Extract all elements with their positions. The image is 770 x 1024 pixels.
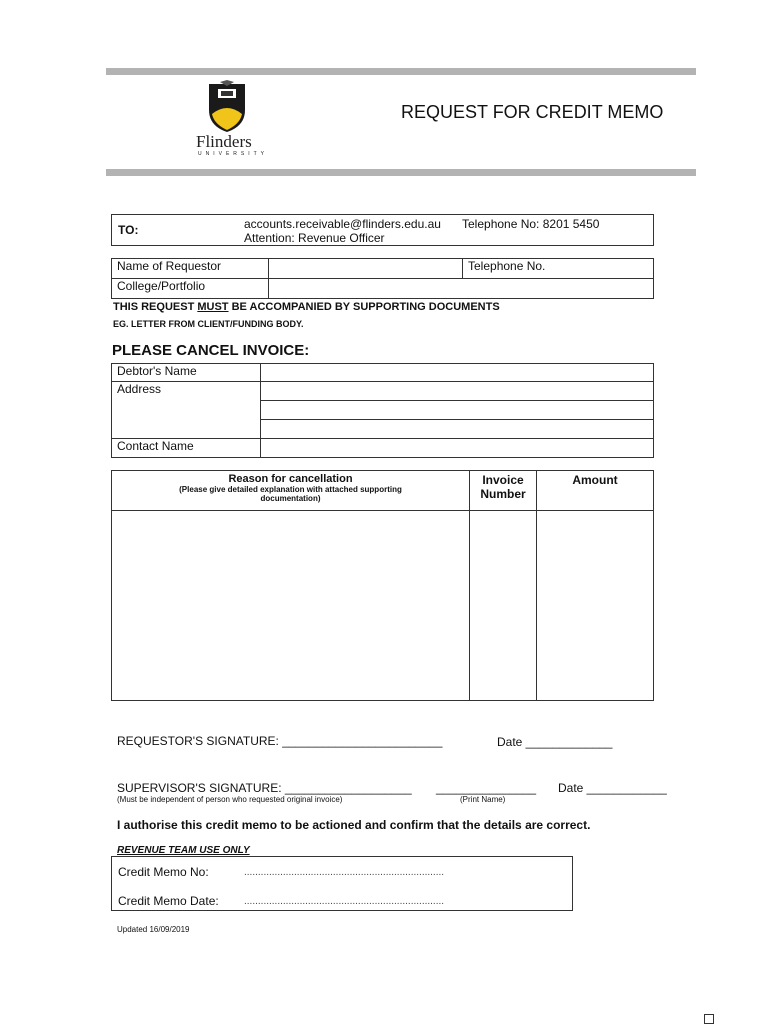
reason-field[interactable] — [112, 511, 470, 701]
cancel-invoice-heading: PLEASE CANCEL INVOICE: — [112, 342, 310, 359]
requestor-name-field[interactable] — [269, 259, 463, 279]
supporting-docs-example: EG. LETTER FROM CLIENT/FUNDING BODY. — [113, 319, 304, 329]
amount-field[interactable] — [537, 511, 654, 701]
logo-subtext: UNIVERSITY — [198, 151, 269, 157]
requestor-date-line[interactable]: Date _____________ — [497, 735, 613, 749]
supervisor-note: (Must be independent of person who requested original invoice) — [117, 795, 343, 804]
reason-header: Reason for cancellation — [228, 473, 353, 485]
updated-date: Updated 16/09/2019 — [117, 925, 190, 934]
to-label: TO: — [118, 223, 139, 237]
supporting-docs-notice: THIS REQUEST MUST BE ACCOMPANIED BY SUPPORTING DOCUMENTS — [113, 301, 500, 313]
address-line-3[interactable] — [261, 420, 654, 439]
requestor-phone-label[interactable]: Telephone No. — [463, 259, 654, 279]
credit-memo-no-field[interactable]: ........................................................................ — [244, 867, 445, 878]
university-logo — [192, 80, 269, 160]
contact-name-label: Contact Name — [112, 439, 261, 458]
revenue-team-box — [111, 856, 573, 911]
header-bottom-rule — [106, 169, 696, 176]
page-title: REQUEST FOR CREDIT MEMO — [401, 102, 664, 122]
reason-subheader: (Please give detailed explanation with attached supporting documentation) — [179, 485, 402, 503]
supervisor-date-line[interactable]: Date ____________ — [558, 781, 667, 795]
invoice-number-header: Invoice Number — [470, 471, 537, 511]
credit-memo-date-field[interactable]: ........................................................................ — [244, 896, 445, 907]
amount-header: Amount — [537, 471, 654, 511]
requestor-signature-line[interactable]: REQUESTOR'S SIGNATURE: ________________________ — [117, 734, 443, 748]
revenue-team-heading: REVENUE TEAM USE ONLY — [117, 845, 250, 856]
debtor-table — [111, 363, 654, 458]
supervisor-signature-line[interactable]: SUPERVISOR'S SIGNATURE: ___________________ — [117, 781, 412, 795]
college-field[interactable] — [269, 279, 654, 299]
authorise-statement: I authorise this credit memo to be actioned and confirm that the details are correct. — [117, 818, 591, 832]
invoice-number-field[interactable] — [470, 511, 537, 701]
logo-wordmark: Flinders — [196, 132, 252, 151]
credit-memo-no-label: Credit Memo No: — [118, 865, 209, 879]
address-label: Address — [112, 382, 261, 439]
reason-header-cell — [112, 471, 470, 511]
header-top-rule — [106, 68, 696, 75]
to-telephone: Telephone No: 8201 5450 — [462, 217, 600, 231]
corner-square-icon — [704, 1014, 714, 1024]
address-line-2[interactable] — [261, 401, 654, 420]
to-email: accounts.receivable@flinders.edu.au — [244, 217, 441, 231]
college-label: College/Portfolio — [112, 279, 269, 299]
credit-memo-date-label: Credit Memo Date: — [118, 894, 219, 908]
address-line-1[interactable] — [261, 382, 654, 401]
contact-name-field[interactable] — [261, 439, 654, 458]
requestor-table — [111, 258, 654, 299]
print-name-label: (Print Name) — [460, 795, 506, 804]
requestor-name-label: Name of Requestor — [112, 259, 269, 279]
to-attention: Attention: Revenue Officer — [244, 231, 385, 245]
crest-icon — [192, 80, 262, 136]
debtor-name-field[interactable] — [261, 364, 654, 382]
reason-table — [111, 470, 654, 701]
debtor-name-label: Debtor's Name — [112, 364, 261, 382]
to-block — [111, 214, 654, 246]
supervisor-print-name-line[interactable]: _______________ — [436, 781, 537, 795]
